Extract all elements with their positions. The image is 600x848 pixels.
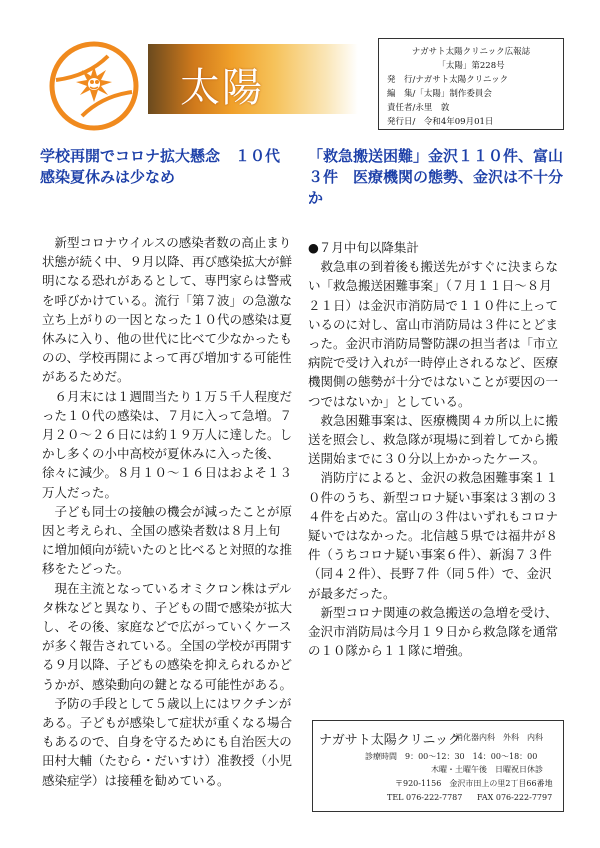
clinic-info-box <box>312 720 564 812</box>
paragraph: 子ども同士の接触の機会が減ったことが原因と考えられ、全国の感染者数は８月上旬に増加傾向が続いたのと比べると対照的な推移をたどった。 <box>42 503 293 577</box>
clinic-name: ナガサト太陽クリニック <box>319 733 461 748</box>
left-article-body <box>42 233 292 790</box>
clinic-tel: TEL 076-222-7787 <box>387 793 463 802</box>
right-article-body <box>308 238 560 660</box>
paragraph: 救急困難事案は、医療機関４カ所以上に搬送を照会し、救急隊が現場に到着してから搬送開始までに３０分以上かかったケース。 <box>308 412 559 467</box>
right-article-headline: 「救急搬送困難」金沢１１０件、富山３件 医療機関の態勢、金沢は不十分か <box>308 147 564 207</box>
clinic-sun-logo <box>48 40 140 132</box>
paragraph: 現在主流となっているオミクロン株はデルタ株などと異なり、子どもの間で感染が拡大し、その後、家庭などで広がっていくケースが多く報告されている。全国の学校が再開する９月以降、子どもの感染を抑えられるかどうかが、感染動向の鍵となる可能性がある。 <box>42 580 293 692</box>
hours-label: 診療時間 <box>365 752 397 761</box>
clinic-closed-days: 木曜・土曜午後 日曜祝日休診 <box>431 765 543 774</box>
masthead-info-box <box>378 38 564 130</box>
masthead-date: 発行日/ 令和4年09月01日 <box>387 117 494 127</box>
newsletter-title: 太陽 <box>180 65 264 111</box>
article-subhead: ●７月中旬以降集計 <box>308 240 419 255</box>
clinic-address: 〒920-1156 金沢市田上の里2丁目66番地 <box>395 779 553 788</box>
paragraph: 消防庁によると、金沢の救急困難事案１１０件のうち、新型コロナ疑い事案は３割の３４件を占めた。富山の３件はいずれもコロナ疑いではなかった。北信越５県では福井が８件（うちコロナ疑い事案６件）、新潟７３件（同４２件）、長野７件（同５件）で、金沢が最多だった。 <box>308 470 559 601</box>
paragraph: 新型コロナウイルスの感染者数の高止まり状態が続く中、９月以降、再び感染拡大が鮮明になる恐れがあるとして、専門家らは警戒を呼びかけている。流行「第７波」の急激な立ち上がりの一因となった１０代の感染は夏休みに入り、他の世代に比べて少なかったものの、学校再開によって再び増加する可能性があるためだ。 <box>42 235 293 385</box>
masthead-responsible: 責任者/永里 敦 <box>387 103 450 113</box>
left-article-headline: 学校再開でコロナ拡大懸念 １０代感染夏休みは少なめ <box>40 147 281 186</box>
paragraph: ６月末には１週間当たり１万５千人程度だった１０代の感染は、７月に入って急増。７月２０〜２６日には約１９万人に達した。しかし多くの小中高校が夏休みに入った後、徐々に減少。８月１０〜１６日はおよそ１３万人だった。 <box>42 388 293 500</box>
paragraph: 予防の手段として５歳以上にはワクチンがある。子どもが感染して症状が重くなる場合もあるので、自身を守るためにも自治医大の田村大輔（たむら・だいすけ）准教授（小児感染症学）は接種を勧めている。 <box>42 695 293 788</box>
masthead-editor: 編 集/「太陽」制作委員会 <box>387 89 492 99</box>
masthead-publication: ナガサト太陽クリニック広報誌 <box>411 47 531 57</box>
masthead-issue: 「太陽」第228号 <box>437 61 505 71</box>
clinic-fax: FAX 076-222-7797 <box>477 793 553 802</box>
clinic-hours: 9：00〜12：30 14：00〜18：00 <box>405 752 538 761</box>
paragraph: 新型コロナ関連の救急搬送の急増を受け、金沢市消防局は今月１９日から救急隊を通常の１０隊から１１隊に増強。 <box>308 604 559 659</box>
paragraph: 救急車の到着後も搬送先がすぐに決まらない「救急搬送困難事案」（７月１１日〜８月２１日）は金沢市消防局で１１０件に上っているのに対し、富山市消防局は３件にとどまった。金沢市消防局警防課の担当者は「市立病院で受け入れが一時停止されるなど、医療機関側の態勢が十分ではないことが要因の一つではないか」としている。 <box>308 259 559 409</box>
masthead-publisher: 発 行/ナガサト太陽クリニック <box>387 75 509 85</box>
clinic-departments: 消化器内科 外科 内科 <box>455 733 543 742</box>
